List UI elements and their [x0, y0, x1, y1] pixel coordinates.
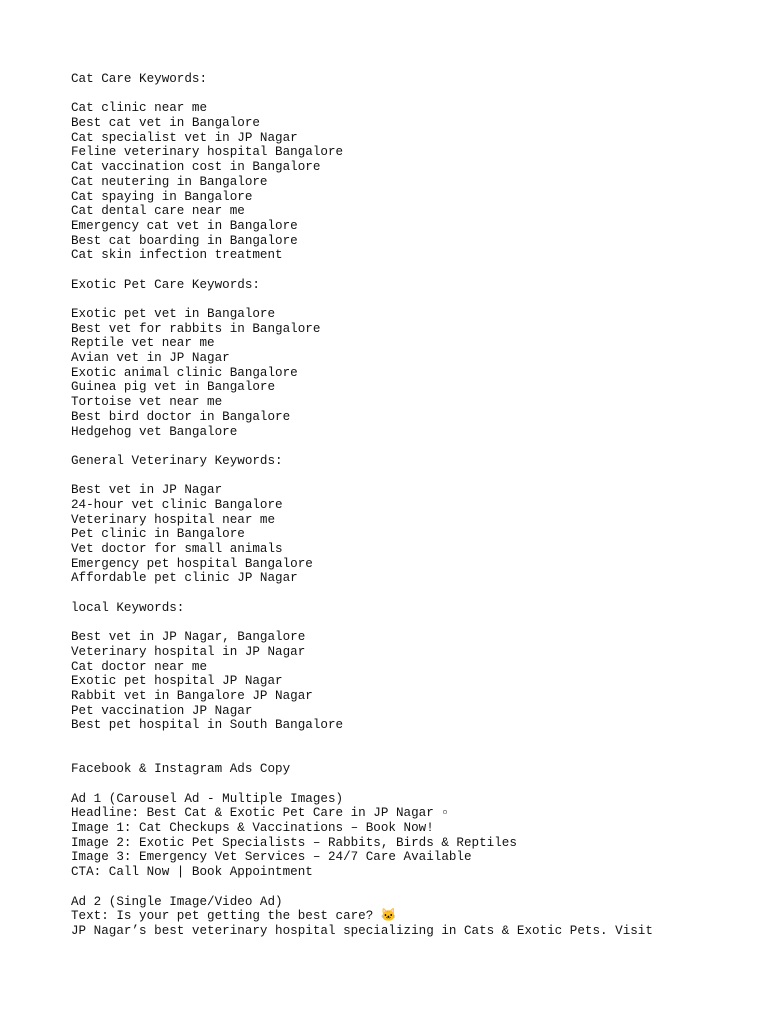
spacer	[71, 880, 751, 895]
keyword-line: Cat skin infection treatment	[71, 248, 283, 263]
ad1-image2: Image 2: Exotic Pet Specialists – Rabbits, Birds & Reptiles	[71, 835, 517, 850]
section-heading-cat-care: Cat Care Keywords:	[71, 72, 208, 86]
keyword-line: Exotic pet hospital JP Nagar	[71, 674, 283, 689]
keyword-line: Exotic pet vet in Bangalore	[71, 307, 276, 321]
ad1-headline: Headline: Best Cat & Exotic Pet Care in JP Nagar ▫	[71, 806, 449, 821]
section-heading-general-veterinary: General Veterinary Keywords:	[71, 453, 283, 468]
ads-section-title: Facebook & Instagram Ads Copy	[71, 762, 291, 777]
ad1-image3: Image 3: Emergency Vet Services – 24/7 Care Available	[71, 850, 472, 865]
section-heading-local: local Keywords:	[71, 600, 185, 615]
spacer	[71, 439, 751, 454]
keyword-line: Hedgehog vet Bangalore	[71, 424, 238, 439]
keyword-line: Veterinary hospital near me	[71, 512, 276, 527]
keyword-line: Guinea pig vet in Bangalore	[71, 380, 276, 395]
spacer	[71, 469, 751, 484]
keyword-line: Cat spaying in Bangalore	[71, 189, 253, 204]
keyword-line: Cat dental care near me	[71, 204, 245, 219]
keyword-line: Cat doctor near me	[71, 659, 208, 674]
keyword-line: 24-hour vet clinic Bangalore	[71, 497, 283, 512]
spacer	[71, 87, 751, 102]
keyword-line: Best vet in JP Nagar, Bangalore	[71, 630, 306, 645]
keyword-line: Exotic animal clinic Bangalore	[71, 365, 298, 380]
keyword-line: Best vet in JP Nagar	[71, 483, 223, 498]
ad1-cta: CTA: Call Now | Book Appointment	[71, 865, 313, 880]
keyword-line: Avian vet in JP Nagar	[71, 351, 230, 366]
keyword-line: Best cat boarding in Bangalore	[71, 233, 298, 248]
document-page	[71, 72, 751, 939]
keyword-line: Pet clinic in Bangalore	[71, 527, 245, 542]
ad2-body: JP Nagar’s best veterinary hospital specializing in Cats & Exotic Pets. Visit	[71, 923, 653, 938]
ad2-text: Text: Is your pet getting the best care? 🐱	[71, 909, 397, 924]
spacer	[71, 586, 751, 601]
keyword-line: Best vet for rabbits in Bangalore	[71, 321, 321, 336]
keyword-line: Cat neutering in Bangalore	[71, 174, 268, 189]
spacer	[71, 615, 751, 630]
spacer	[71, 733, 751, 762]
keyword-line: Feline veterinary hospital Bangalore	[71, 145, 344, 160]
keyword-line: Cat vaccination cost in Bangalore	[71, 160, 321, 175]
keyword-line: Best bird doctor in Bangalore	[71, 409, 291, 424]
spacer	[71, 263, 751, 278]
keyword-line: Best cat vet in Bangalore	[71, 116, 260, 131]
ad1-title: Ad 1 (Carousel Ad - Multiple Images)	[71, 791, 344, 806]
keyword-line: Emergency pet hospital Bangalore	[71, 556, 313, 571]
spacer	[71, 777, 751, 792]
keyword-line: Cat specialist vet in JP Nagar	[71, 130, 298, 145]
keyword-line: Pet vaccination JP Nagar	[71, 703, 253, 718]
keyword-line: Veterinary hospital in JP Nagar	[71, 644, 306, 659]
keyword-line: Affordable pet clinic JP Nagar	[71, 571, 298, 586]
ad1-image1: Image 1: Cat Checkups & Vaccinations – Book Now!	[71, 821, 434, 836]
section-heading-exotic-pet-care: Exotic Pet Care Keywords:	[71, 277, 260, 292]
spacer	[71, 292, 751, 307]
keyword-line: Reptile vet near me	[71, 336, 215, 351]
keyword-line: Vet doctor for small animals	[71, 542, 283, 556]
keyword-line: Best pet hospital in South Bangalore	[71, 718, 344, 733]
keyword-line: Cat clinic near me	[71, 101, 208, 116]
keyword-line: Emergency cat vet in Bangalore	[71, 218, 298, 233]
keyword-line: Rabbit vet in Bangalore JP Nagar	[71, 688, 313, 703]
ad2-title: Ad 2 (Single Image/Video Ad)	[71, 894, 283, 909]
keyword-line: Tortoise vet near me	[71, 395, 223, 410]
